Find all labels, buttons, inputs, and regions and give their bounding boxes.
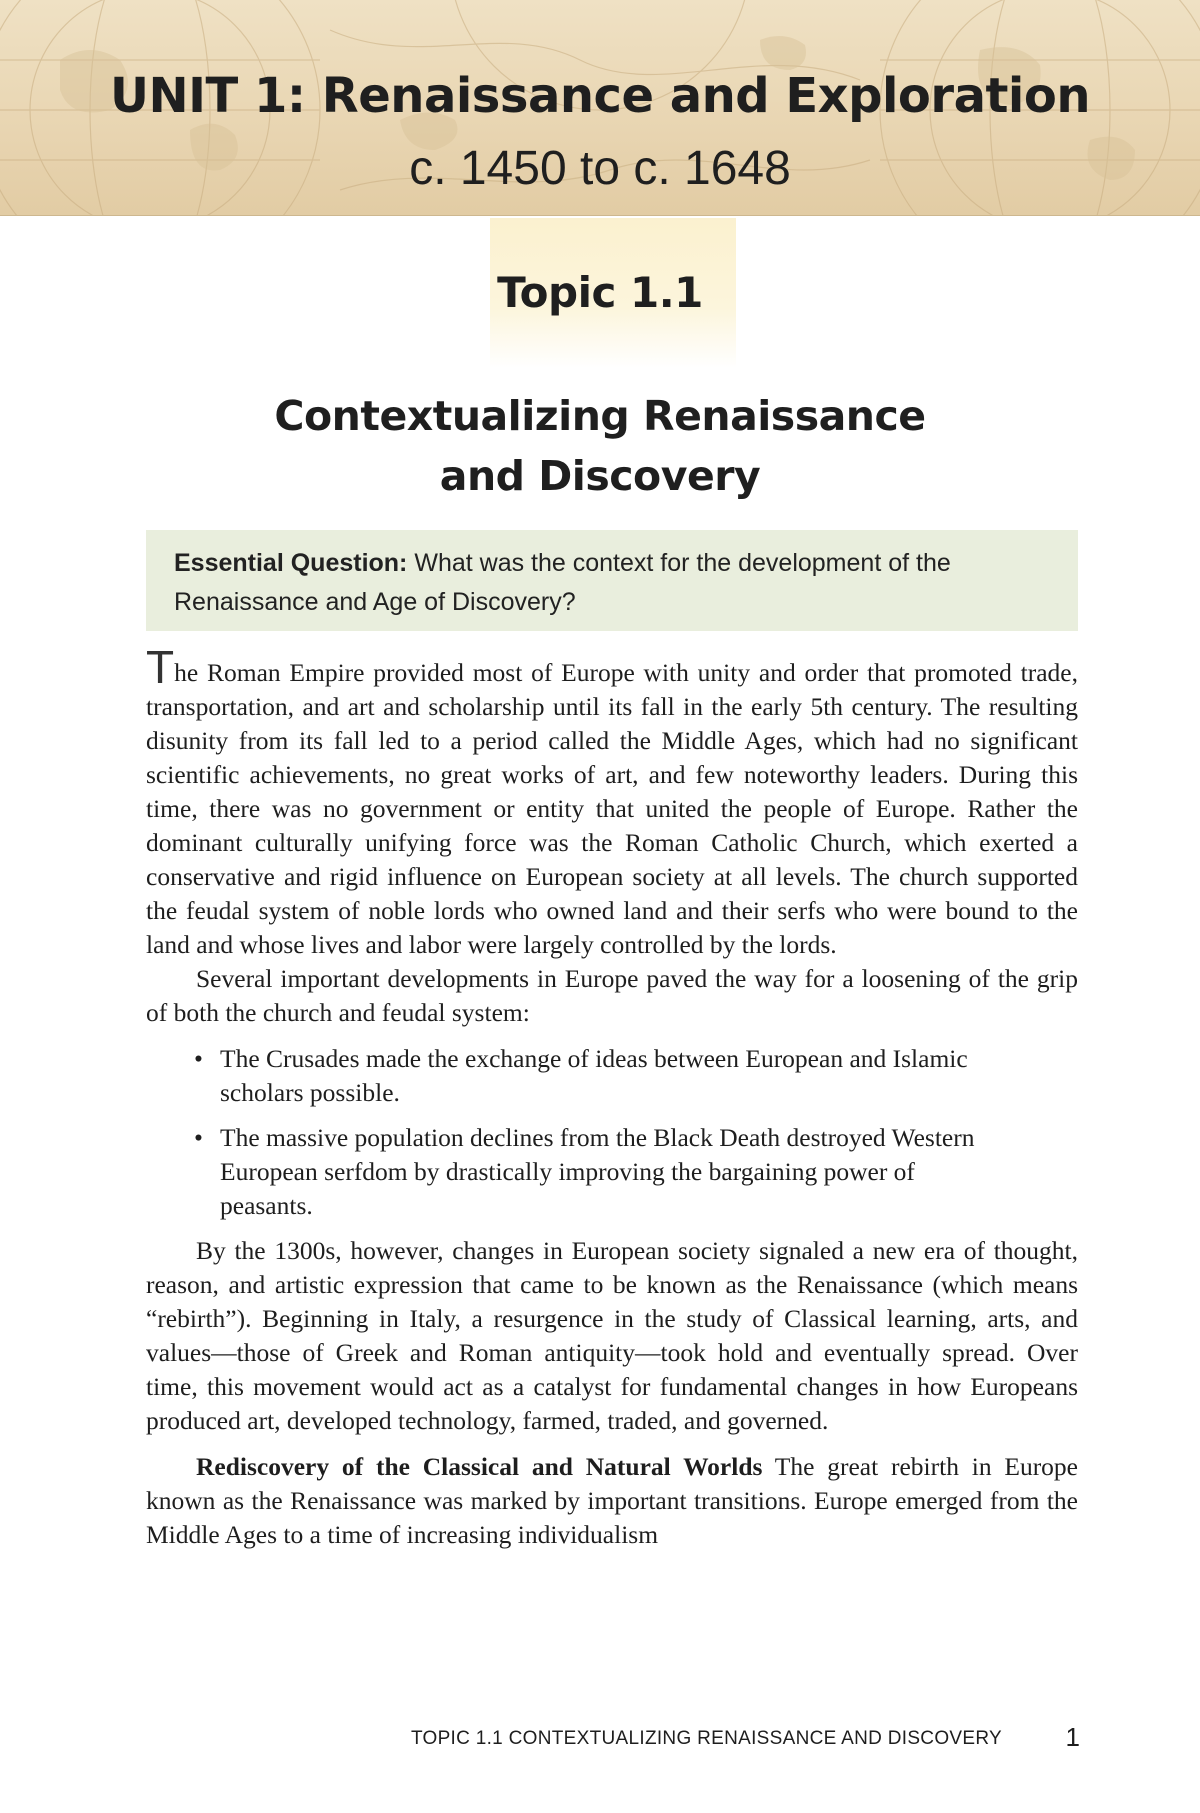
topic-title <box>0 386 1200 506</box>
list-item <box>194 1121 984 1223</box>
unit-title <box>0 68 1200 124</box>
body-text <box>146 641 1078 1552</box>
unit-date-range: c. 1450 to c. 1648 <box>409 142 791 195</box>
list-item-text: The massive population declines from the Black Death destroyed Western European serfdom by drastically improving the bargaining power of peasants. <box>220 1123 975 1220</box>
essential-question-label: Essential Question: <box>174 549 408 577</box>
list-item-text: The Crusades made the exchange of ideas between European and Islamic scholars possible. <box>220 1044 968 1107</box>
paragraph-intro-text: he Roman Empire provided most of Europe with unity and order that promoted trade, transportation, and art and scholarship until its fall in the early 5th century. The resulting disunity from its fall led to a period called the Middle Ages, which had no significant scientific achievements, no great works of art, and few noteworthy leaders. During this time, there was no government or entity that united the people of Europe. Rather the dominant culturally unifying force was the Roman Catholic Church, which exerted a conservative and rigid influence on European society at all levels. The church supported the feudal system of noble lords who owned land and their serfs who were bound to the land and whose lives and labor were largely controlled by the lords. <box>146 658 1078 959</box>
topic-label: Topic 1.1 <box>497 268 703 317</box>
bullet-icon: • <box>194 1123 203 1152</box>
essential-question-box <box>146 530 1078 631</box>
drop-cap: T <box>146 641 175 693</box>
footer-running-head: TOPIC 1.1 CONTEXTUALIZING RENAISSANCE AND DISCOVERY <box>410 1728 1002 1749</box>
header-banner <box>0 0 1200 216</box>
topic-title-line-2: and Discovery <box>439 452 761 500</box>
unit-prefix: UNIT 1: <box>109 68 306 124</box>
page-number: 1 <box>1065 1722 1080 1752</box>
paragraph-renaissance: By the 1300s, however, changes in European society signaled a new era of thought, reason, and artistic expression that came to be known as the Renaissance (which means “rebirth”). Beginning in Italy, a resurgence in the study of Classical learning, arts, and values—those of Greek and Roman antiquity—took hold and eventually spread. Over time, this movement would act as a catalyst for fundamental changes in how Europeans produced art, developed technology, farmed, traded, and governed. <box>146 1236 1078 1435</box>
topic-title-line-1: Contextualizing Renaissance <box>274 392 926 440</box>
paragraph-rediscovery-text: The great rebirth in Europe known as the Renaissance was marked by important transitions. Europe emerged from the Middle Ages to a time of increasing individualism <box>146 1452 1078 1549</box>
unit-name: Renaissance and Exploration <box>321 68 1090 124</box>
paragraph-intro <box>146 641 1078 962</box>
paragraph-developments: Several important developments in Europe paved the way for a loosening of the grip of both the church and feudal system: <box>146 964 1078 1027</box>
paragraph-rediscovery <box>146 1450 1078 1552</box>
banner-titles <box>0 0 1200 215</box>
bullet-icon: • <box>194 1044 203 1073</box>
essential-question-text: What was the context for the development of the Renaissance and Age of Discovery? <box>174 549 951 616</box>
list-item <box>194 1042 984 1110</box>
developments-list <box>146 1042 984 1223</box>
page-footer <box>0 1718 1200 1758</box>
section-run-in-heading: Rediscovery of the Classical and Natural Worlds <box>196 1452 763 1481</box>
